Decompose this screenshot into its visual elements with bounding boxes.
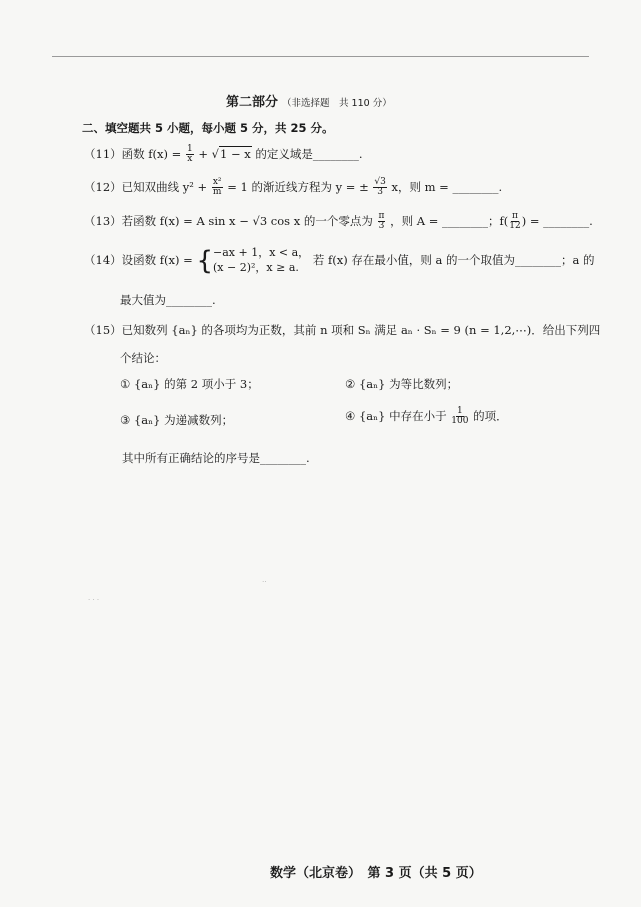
q15-c1-text: {aₙ} 的第 2 项小于 3； <box>133 377 259 391</box>
question-13 <box>84 212 593 232</box>
circled-3-icon: ③ <box>120 413 131 427</box>
question-14 <box>84 246 595 276</box>
q15-final-prompt: 其中所有正确结论的序号是________. <box>122 451 310 465</box>
circled-2-icon: ② <box>345 377 356 391</box>
page-footer: 数学（北京卷） 第 3 页（共 5 页） <box>270 866 482 881</box>
q15-number: （15） <box>84 323 122 337</box>
section-subtitle: （非选择题 共 110 分） <box>282 98 392 109</box>
q13-fraction-2: $\frac{\pi}{12}$ <box>509 211 521 232</box>
q12-sqrt-fraction: $\frac{√3}{3}$ <box>374 177 386 198</box>
q15-c4-fraction: $\frac{1}{100}$ <box>451 406 469 427</box>
section-title <box>226 91 392 110</box>
q14-line-2: 最大值为________. <box>120 293 216 307</box>
q14-post: 若 f(x) 存在最小值，则 a 的一个取值为________；a 的 <box>312 252 595 267</box>
q12-number: （12） <box>84 179 122 194</box>
q14-case-1: −ax + 1，x < a， <box>213 246 310 259</box>
q13-post: ) = ________. <box>521 213 593 228</box>
q11-pre: 函数 <box>121 146 145 161</box>
q11-fraction: $\frac{1}{x}$ <box>186 144 193 165</box>
top-rule <box>52 56 589 57</box>
q14-cases <box>213 246 309 276</box>
q12-post: x，则 m = ________. <box>391 179 503 194</box>
part-heading: 二、填空题共 5 小题，每小题 5 分，共 25 分。 <box>82 121 334 135</box>
q15-conclusion-3 <box>120 412 233 428</box>
q15-line-2: 个结论： <box>120 351 166 365</box>
q13-number: （13） <box>84 213 122 228</box>
q12-eq: = 1 的渐近线方程为 y = ± <box>227 179 369 194</box>
q12-pre: 已知双曲线 <box>121 179 180 194</box>
circled-1-icon: ① <box>120 377 131 391</box>
q15-c3-text: {aₙ} 为递减数列； <box>133 413 234 427</box>
question-12 <box>84 178 502 198</box>
q14-pre: 设函数 f(x) = <box>121 252 193 267</box>
q11-number: （11） <box>84 146 122 161</box>
question-11: （11）函数 f(x) = $\frac{1}{x}$ + √1 − x 的定义域是________. <box>84 144 363 165</box>
q11-post: 的定义域是________. <box>255 146 363 161</box>
q15-line-1: 已知数列 {aₙ} 的各项均为正数，其前 n 项和 Sₙ 满足 aₙ · Sₙ = 9 (n = 1,2,⋯)．给出下列四 <box>121 323 601 337</box>
q11-fx: f(x) = <box>148 146 182 161</box>
q15-c4-post: 的项． <box>473 408 508 423</box>
q15-conclusion-1 <box>120 376 259 392</box>
q14-brace: { <box>196 245 214 276</box>
q13-pre: 若函数 f(x) = A sin x − √3 cos x 的一个零点为 <box>121 213 373 228</box>
q11-plus: + <box>198 146 208 161</box>
q13-mid: ，则 A = ________；f( <box>390 213 509 228</box>
q14-case-2: (x − 2)²，x ≥ a. <box>213 260 299 274</box>
q15-c2-text: {aₙ} 为等比数列； <box>358 377 459 391</box>
circled-4-icon: ④ <box>345 408 356 423</box>
q15-c4-pre: {aₙ} 中存在小于 <box>358 408 447 423</box>
section-title-text: 第二部分 <box>226 95 279 110</box>
q14-number: （14） <box>84 252 122 267</box>
scan-smudge: · · · <box>88 596 100 604</box>
q13-fraction: $\frac{\pi}{3}$ <box>378 211 385 232</box>
q15-conclusion-4 <box>345 407 508 427</box>
question-15 <box>84 322 600 338</box>
q12-fraction: $\frac{\text{x²}}{m}$ <box>212 177 222 198</box>
q11-sqrt: 1 − x <box>219 146 251 161</box>
q15-conclusion-2 <box>345 376 458 392</box>
q12-y2: y² + <box>182 179 208 194</box>
scan-smudge-2: ‥ <box>262 576 267 584</box>
